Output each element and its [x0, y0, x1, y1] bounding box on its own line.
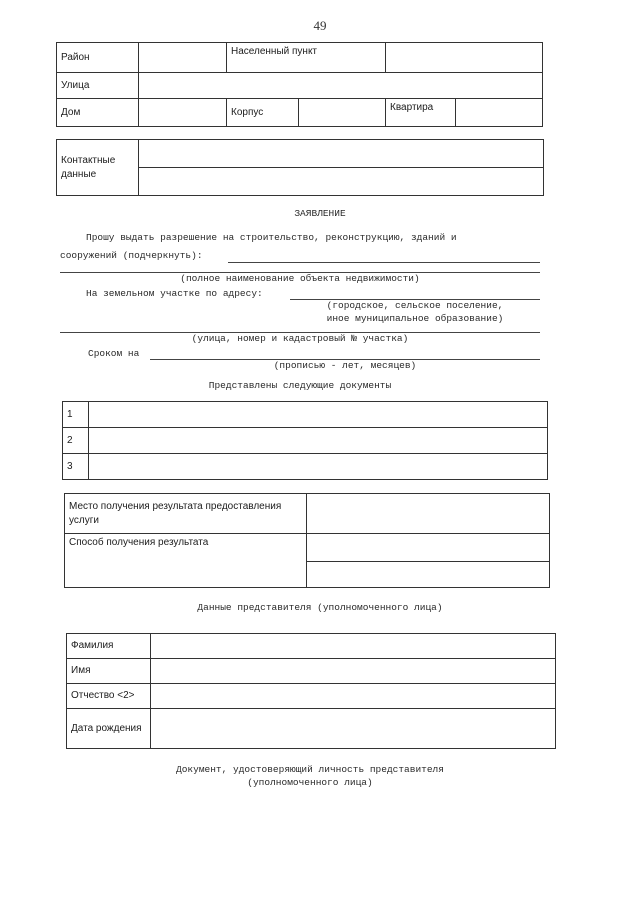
- birth-date-field[interactable]: [151, 709, 556, 749]
- id-document-subtitle: (уполномоченного лица): [247, 777, 373, 788]
- settlement-field[interactable]: [386, 43, 543, 73]
- building-label: Корпус: [227, 99, 299, 127]
- house-label: Дом: [57, 99, 139, 127]
- application-underline-hint: сооружений (подчеркнуть):: [60, 250, 203, 261]
- contact-table: [56, 139, 544, 196]
- contact-field-2[interactable]: [139, 168, 544, 196]
- street-label: Улица: [57, 73, 139, 99]
- document-row-field[interactable]: [89, 402, 548, 428]
- result-method-field-1[interactable]: [307, 534, 550, 562]
- district-field[interactable]: [139, 43, 227, 73]
- result-method-field-2[interactable]: [307, 562, 550, 588]
- land-address-label: На земельном участке по адресу:: [86, 288, 263, 299]
- settlement-caption-2: иное муниципальное образование): [326, 313, 504, 324]
- address-table: [56, 42, 543, 127]
- surname-label: Фамилия: [67, 634, 151, 659]
- object-type-line[interactable]: [228, 262, 540, 263]
- house-field[interactable]: [139, 99, 227, 127]
- patronymic-field[interactable]: [151, 684, 556, 709]
- document-row-number: 3: [63, 454, 89, 480]
- term-label: Сроком на: [88, 348, 140, 359]
- result-place-field[interactable]: [307, 494, 550, 534]
- street-field[interactable]: [139, 73, 543, 99]
- building-field[interactable]: [299, 99, 386, 127]
- object-name-caption: (полное наименование объекта недвижимости): [180, 273, 420, 284]
- birth-date-label: Дата рождения: [67, 709, 151, 749]
- document-row-number: 1: [63, 402, 89, 428]
- surname-field[interactable]: [151, 634, 556, 659]
- apartment-field[interactable]: [456, 99, 543, 127]
- id-document-title: Документ, удостоверяющий личность представителя: [176, 764, 444, 775]
- application-title: ЗАЯВЛЕНИЕ: [294, 208, 346, 219]
- district-label: Район: [57, 43, 139, 73]
- name-label: Имя: [67, 659, 151, 684]
- term-caption: (прописью - лет, месяцев): [273, 360, 417, 371]
- contact-field-1[interactable]: [139, 140, 544, 168]
- result-place-label: Место получения результата предоставления услуги: [65, 494, 307, 534]
- contact-label: Контактные данные: [57, 140, 139, 196]
- patronymic-label: Отчество <2>: [67, 684, 151, 709]
- document-row-field[interactable]: [89, 454, 548, 480]
- settlement-label: Населенный пункт: [227, 43, 386, 73]
- application-request-line: Прошу выдать разрешение на строительство, реконструкцию, зданий и: [86, 232, 457, 243]
- documents-table: [62, 401, 548, 480]
- street-caption: (улица, номер и кадастровый № участка): [191, 333, 409, 344]
- settlement-caption-1: (городское, сельское поселение,: [326, 300, 504, 311]
- result-table: [64, 493, 550, 588]
- page-number: 49: [313, 18, 327, 33]
- result-method-label: Способ получения результата: [65, 534, 307, 588]
- documents-title: Представлены следующие документы: [208, 380, 392, 391]
- apartment-label: Квартира: [386, 99, 456, 127]
- name-field[interactable]: [151, 659, 556, 684]
- representative-title: Данные представителя (уполномоченного лица): [197, 602, 443, 613]
- document-row-number: 2: [63, 428, 89, 454]
- representative-table: [66, 633, 556, 749]
- document-row-field[interactable]: [89, 428, 548, 454]
